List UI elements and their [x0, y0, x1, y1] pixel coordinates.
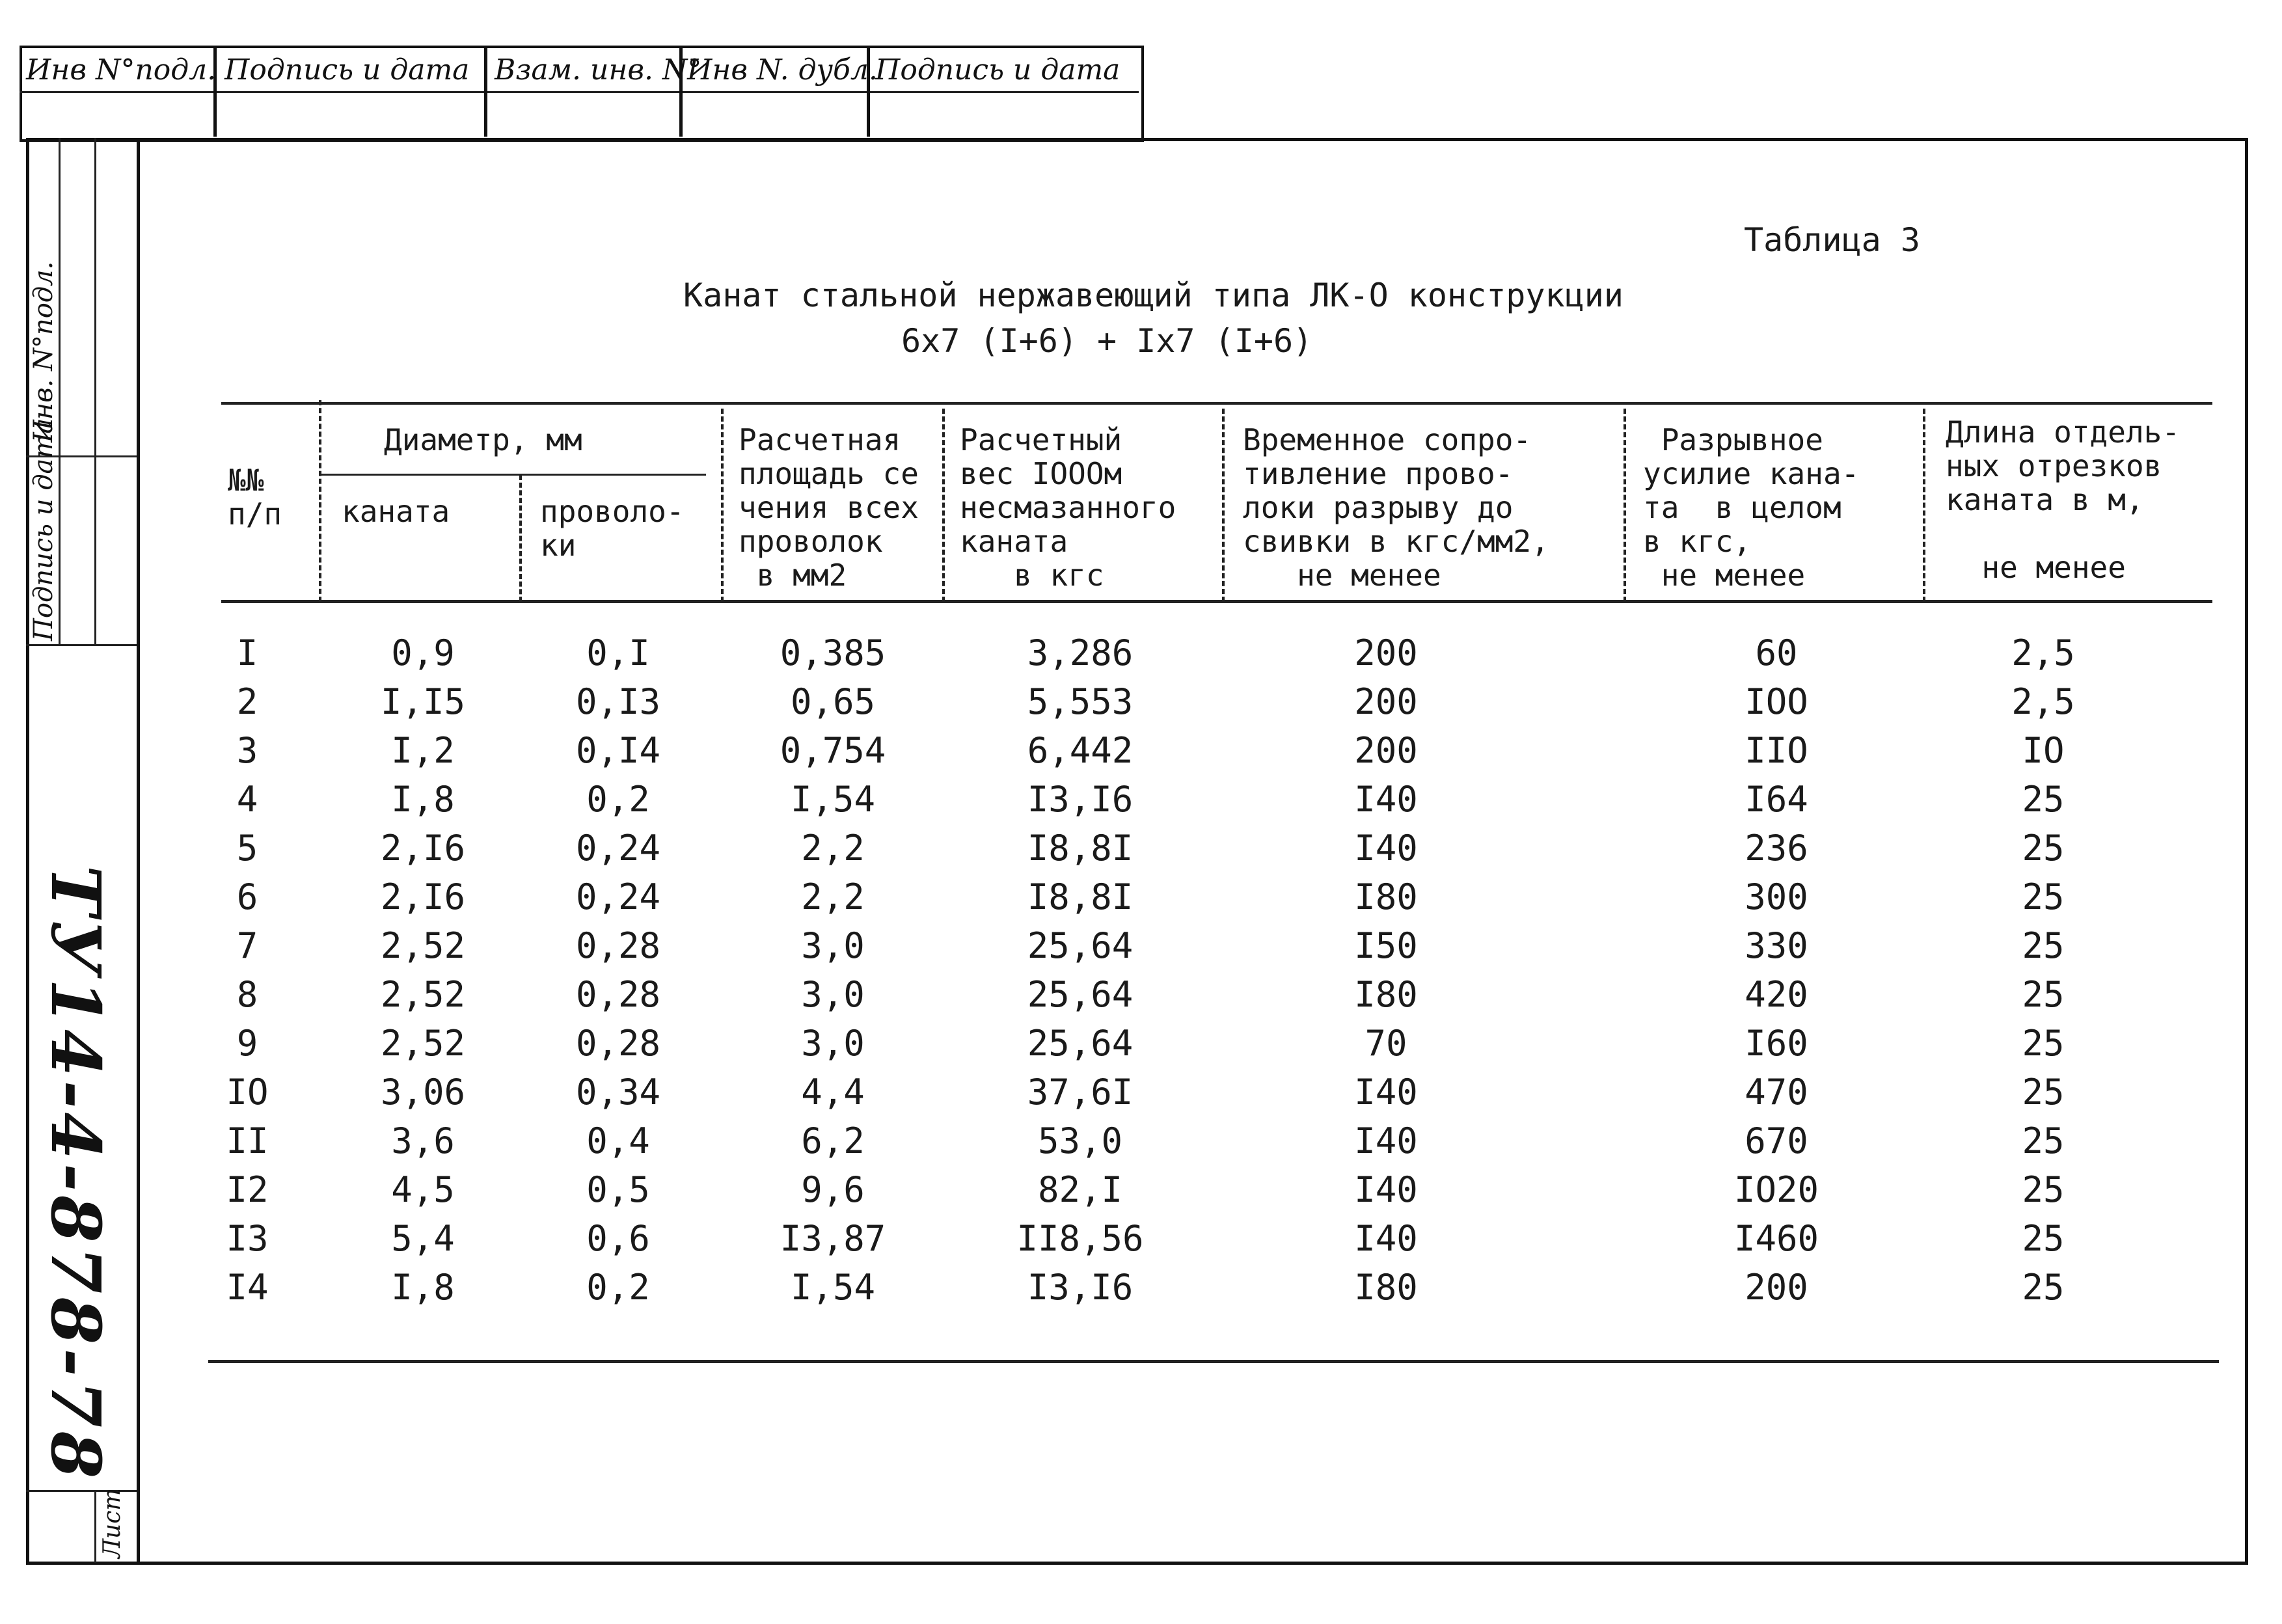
cell-weight: 25,64 — [1027, 974, 1134, 1015]
cell-strength: I40 — [1354, 828, 1418, 869]
cell-wire-diameter: 0,28 — [575, 974, 661, 1015]
side-stamp-col-sep — [59, 138, 61, 645]
cell-wire-diameter: 0,I4 — [575, 730, 661, 771]
cell-break-force: I64 — [1745, 779, 1808, 820]
cell-strength: 200 — [1354, 730, 1418, 771]
cell-area: 9,6 — [801, 1169, 865, 1210]
col-sep — [721, 409, 724, 602]
frame-right — [2245, 138, 2248, 1565]
cell-length: 25 — [2022, 876, 2065, 917]
cell-area: 2,2 — [801, 828, 865, 869]
cell-num: 2 — [236, 681, 258, 722]
cell-wire-diameter: 0,34 — [575, 1072, 661, 1113]
cell-num: 5 — [236, 828, 258, 869]
cell-length: 25 — [2022, 1072, 2065, 1113]
header-diameter-group: Диаметр, мм — [384, 422, 582, 457]
cell-rope-diameter: 3,6 — [391, 1120, 455, 1161]
cell-rope-diameter: 2,I6 — [380, 828, 466, 869]
header-break-force: Разрывное усилие кана- та в целом в кгс, не менее — [1643, 422, 1860, 593]
cell-weight: I8,8I — [1027, 876, 1134, 917]
cell-break-force: 236 — [1745, 828, 1808, 869]
cell-weight: II8,56 — [1016, 1218, 1144, 1259]
cell-num: II — [226, 1120, 269, 1161]
col-sep — [1923, 409, 1925, 602]
col-sep — [942, 409, 945, 602]
cell-length: IO — [2022, 730, 2065, 771]
cell-wire-diameter: 0,24 — [575, 876, 661, 917]
cell-area: 6,2 — [801, 1120, 865, 1161]
cell-weight: 82,I — [1037, 1169, 1123, 1210]
cell-area: 3,0 — [801, 974, 865, 1015]
cell-strength: I50 — [1354, 925, 1418, 966]
side-stamp-row-sep — [26, 644, 137, 646]
cell-length: 25 — [2022, 1023, 2065, 1064]
cell-rope-diameter: 3,06 — [380, 1072, 466, 1113]
col-sep — [319, 400, 321, 602]
stamp-label-inv-dubl: Инв N. дубл. — [687, 53, 878, 87]
top-stamp-divider — [20, 91, 1139, 93]
cell-break-force: IOO — [1745, 681, 1808, 722]
cell-break-force: 60 — [1755, 632, 1798, 673]
col-sep — [1623, 409, 1626, 602]
sheet-box-sep — [94, 1490, 96, 1563]
cell-wire-diameter: 0,I3 — [575, 681, 661, 722]
cell-length: 25 — [2022, 828, 2065, 869]
cell-wire-diameter: 0,2 — [586, 1267, 650, 1308]
cell-rope-diameter: I,8 — [391, 1267, 455, 1308]
cell-wire-diameter: 0,28 — [575, 1023, 661, 1064]
cell-wire-diameter: 0,4 — [586, 1120, 650, 1161]
cell-area: 3,0 — [801, 1023, 865, 1064]
cell-weight: 3,286 — [1027, 632, 1134, 673]
cell-weight: I8,8I — [1027, 828, 1134, 869]
cell-rope-diameter: 2,52 — [380, 925, 466, 966]
cell-length: 25 — [2022, 1169, 2065, 1210]
cell-break-force: 200 — [1745, 1267, 1808, 1308]
cell-wire-diameter: 0,24 — [575, 828, 661, 869]
cell-rope-diameter: 5,4 — [391, 1218, 455, 1259]
header-strength: Временное сопро- тивление прово- локи разрыву до свивки в кгс/мм2, не менее — [1243, 422, 1549, 593]
cell-break-force: IO20 — [1733, 1169, 1819, 1210]
cell-num: I2 — [226, 1169, 269, 1210]
cell-wire-diameter: 0,6 — [586, 1218, 650, 1259]
cell-weight: 53,0 — [1037, 1120, 1123, 1161]
cell-rope-diameter: 0,9 — [391, 632, 455, 673]
cell-area: I,54 — [790, 1267, 876, 1308]
cell-weight: 25,64 — [1027, 925, 1134, 966]
header-top-rule — [221, 402, 2212, 405]
cell-area: 0,65 — [790, 681, 876, 722]
cell-length: 25 — [2022, 1218, 2065, 1259]
frame-bottom — [26, 1562, 2248, 1565]
side-stamp-col-sep — [94, 138, 96, 645]
cell-strength: 200 — [1354, 681, 1418, 722]
cell-weight: I3,I6 — [1027, 1267, 1134, 1308]
table-bottom-rule — [208, 1360, 2219, 1363]
cell-break-force: 330 — [1745, 925, 1808, 966]
stamp-label-inv-podl: Инв N°подл. — [26, 53, 217, 87]
header-area: Расчетная площадь се чения всех проволок в мм2 — [739, 422, 919, 593]
cell-wire-diameter: 0,5 — [586, 1169, 650, 1210]
cell-rope-diameter: 2,I6 — [380, 876, 466, 917]
cell-area: 0,385 — [780, 632, 886, 673]
header-diameter-rope: каната — [342, 494, 450, 529]
table-title-line1: Канат стальной нержавеющий типа ЛК-О конструкции — [683, 277, 1623, 314]
cell-strength: I40 — [1354, 1218, 1418, 1259]
cell-strength: I80 — [1354, 1267, 1418, 1308]
header-weight: Расчетный вес IOOOм несмазанного каната в кгс — [960, 422, 1176, 593]
cell-area: 3,0 — [801, 925, 865, 966]
cell-strength: I40 — [1354, 779, 1418, 820]
cell-num: 4 — [236, 779, 258, 820]
cell-area: 2,2 — [801, 876, 865, 917]
cell-length: 2,5 — [2011, 632, 2075, 673]
cell-num: 7 — [236, 925, 258, 966]
cell-num: I3 — [226, 1218, 269, 1259]
side-label-signature-date: Подпись и дата — [29, 418, 59, 641]
table-number-label: Таблица 3 — [1744, 221, 1920, 259]
cell-wire-diameter: 0,2 — [586, 779, 650, 820]
top-stamp-sep — [484, 46, 487, 137]
col-sep — [519, 475, 522, 602]
side-label-inv-podl: Инв. N°подл. — [29, 261, 59, 442]
cell-area: 4,4 — [801, 1072, 865, 1113]
cell-rope-diameter: 2,52 — [380, 974, 466, 1015]
cell-break-force: I60 — [1745, 1023, 1808, 1064]
frame-top — [26, 138, 2248, 141]
cell-num: 9 — [236, 1023, 258, 1064]
cell-num: I — [236, 632, 258, 673]
cell-weight: 5,553 — [1027, 681, 1134, 722]
cell-num: 6 — [236, 876, 258, 917]
header-num: №№ п/п — [228, 463, 282, 532]
col-sep — [1222, 409, 1225, 602]
cell-weight: 37,6I — [1027, 1072, 1134, 1113]
sheet-label: Лист — [99, 1488, 126, 1558]
cell-area: I,54 — [790, 779, 876, 820]
diameter-sub-rule — [319, 474, 706, 476]
cell-weight: I3,I6 — [1027, 779, 1134, 820]
cell-break-force: IIO — [1745, 730, 1808, 771]
cell-length: 25 — [2022, 925, 2065, 966]
document-number: ТУ14-4-878-78 — [36, 865, 116, 1483]
cell-rope-diameter: 2,52 — [380, 1023, 466, 1064]
table-title-line2: 6х7 (I+6) + Iх7 (I+6) — [901, 322, 1313, 360]
cell-strength: I40 — [1354, 1169, 1418, 1210]
cell-weight: 6,442 — [1027, 730, 1134, 771]
cell-num: I4 — [226, 1267, 269, 1308]
cell-rope-diameter: I,8 — [391, 779, 455, 820]
cell-strength: 200 — [1354, 632, 1418, 673]
cell-area: I3,87 — [780, 1218, 886, 1259]
cell-strength: I80 — [1354, 974, 1418, 1015]
cell-rope-diameter: I,2 — [391, 730, 455, 771]
stamp-label-vzam-inv: Взам. инв. N° — [495, 53, 702, 87]
cell-num: 3 — [236, 730, 258, 771]
cell-break-force: 470 — [1745, 1072, 1808, 1113]
cell-area: 0,754 — [780, 730, 886, 771]
cell-length: 25 — [2022, 1120, 2065, 1161]
cell-num: IO — [226, 1072, 269, 1113]
cell-length: 2,5 — [2011, 681, 2075, 722]
frame-left-inner — [137, 138, 140, 1565]
stamp-label-signature-date-2: Подпись и дата — [875, 53, 1121, 87]
cell-wire-diameter: 0,28 — [575, 925, 661, 966]
cell-rope-diameter: I,I5 — [380, 681, 466, 722]
cell-length: 25 — [2022, 1267, 2065, 1308]
cell-length: 25 — [2022, 779, 2065, 820]
cell-strength: I80 — [1354, 876, 1418, 917]
cell-break-force: 300 — [1745, 876, 1808, 917]
cell-strength: 70 — [1365, 1023, 1407, 1064]
stamp-label-signature-date: Подпись и дата — [224, 53, 470, 87]
cell-break-force: 420 — [1745, 974, 1808, 1015]
cell-num: 8 — [236, 974, 258, 1015]
cell-strength: I40 — [1354, 1072, 1418, 1113]
header-diameter-wire: проволо- ки — [540, 494, 685, 563]
cell-wire-diameter: 0,I — [586, 632, 650, 673]
cell-weight: 25,64 — [1027, 1023, 1134, 1064]
cell-strength: I40 — [1354, 1120, 1418, 1161]
header-length: Длина отдель- ных отрезков каната в м, не менее — [1946, 414, 2180, 585]
cell-rope-diameter: 4,5 — [391, 1169, 455, 1210]
cell-break-force: 670 — [1745, 1120, 1808, 1161]
cell-break-force: I460 — [1733, 1218, 1819, 1259]
cell-length: 25 — [2022, 974, 2065, 1015]
